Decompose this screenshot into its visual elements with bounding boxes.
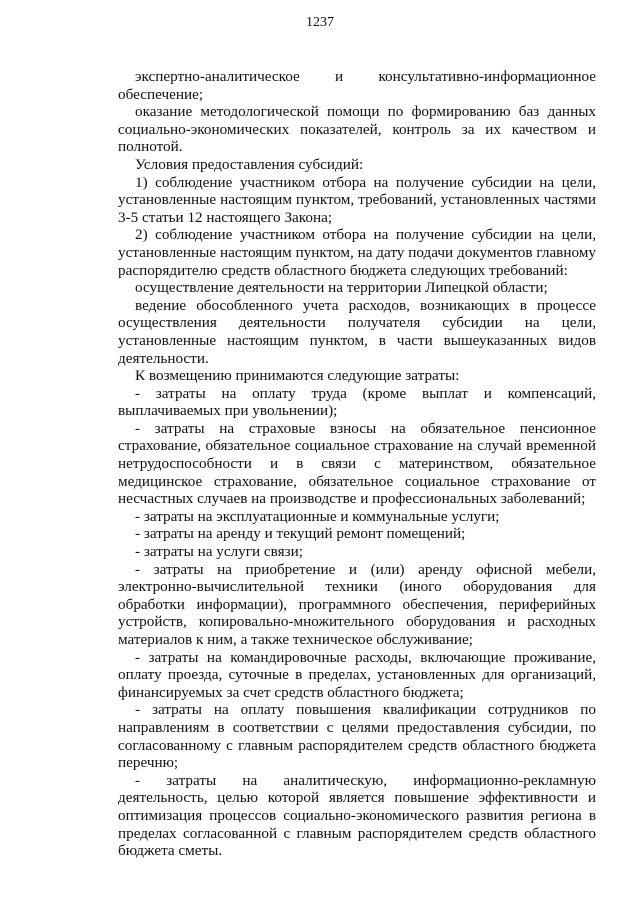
list-item-training-costs: - затраты на оплату повышения квалификации сотрудников по направлениям в соответствии с целями предоставления субсидии, по согласованному с главным распорядителем средств областного бюджета перечню;: [118, 701, 596, 772]
list-item-labor-costs: - затраты на оплату труда (кроме выплат и компенсаций, выплачиваемых при увольнении);: [118, 384, 596, 420]
list-item-communication-costs: - затраты на услуги связи;: [135, 543, 303, 561]
list-item-insurance-costs: - затраты на страховые взносы на обязательное пенсионное страхование, обязательное социальное страхование на случай временной нетрудоспособности и в связи с материнством, обязательное медицинское страхование, обязательное социальное страхование от несчастных случаев на производстве и профессиональных заболеваний;: [118, 419, 596, 508]
list-item-rent-costs: - затраты на аренду и текущий ремонт помещений;: [135, 525, 466, 543]
paragraph-expert-support: экспертно-аналитическое и консультативно-информационное обеспечение;: [118, 68, 596, 103]
paragraph-separate-accounting: ведение обособленного учета расходов, возникающих в процессе осуществления деятельности получателя субсидии на цели, установленные настоящим пунктом, в части вышеуказанных видов деятельности.: [118, 296, 596, 367]
list-item-utility-costs: - затраты на эксплуатационные и коммунальные услуги;: [135, 507, 500, 525]
list-item-equipment-costs: - затраты на приобретение и (или) аренду офисной мебели, электронно-вычислительной техники (иного оборудования для обработки информации), программного обеспечения, периферийных устройств, копировально-множительного оборудования и расходных материалов к ним, а также техническое обслуживание;: [118, 560, 596, 648]
paragraph-lipetsk-territory: осуществление деятельности на территории Липецкой области;: [135, 279, 548, 297]
paragraph-methodological-help: оказание методологической помощи по формированию баз данных социально-экономических показателей, контроль за их качеством и полнотой.: [118, 103, 596, 156]
page-number: 1237: [306, 15, 334, 30]
paragraph-condition-2: 2) соблюдение участником отбора на получение субсидии на цели, установленные настоящим пунктом, на дату подачи документов главному распорядителю средств областного бюджета следующих требований:: [118, 226, 596, 279]
list-item-travel-costs: - затраты на командировочные расходы, включающие проживание, оплату проезда, суточные в пределах, установленных для организаций, финансируемых за счет средств областного бюджета;: [118, 648, 596, 701]
list-item-analytics-costs: - затраты на аналитическую, информационно-рекламную деятельность, целью которой является повышение эффективности и оптимизация процессов социально-экономического развития региона в пределах согласованной с главным распорядителем средств областного бюджета сметы.: [118, 771, 596, 860]
document-body: [118, 68, 596, 860]
paragraph-reimbursable-costs: К возмещению принимаются следующие затраты:: [135, 367, 460, 385]
paragraph-subsidy-conditions: Условия предоставления субсидий:: [135, 155, 364, 173]
paragraph-condition-1: 1) соблюдение участником отбора на получение субсидии на цели, установленные настоящим пунктом, требований, установленных частями 3-5 статьи 12 настоящего Закона;: [118, 173, 596, 226]
